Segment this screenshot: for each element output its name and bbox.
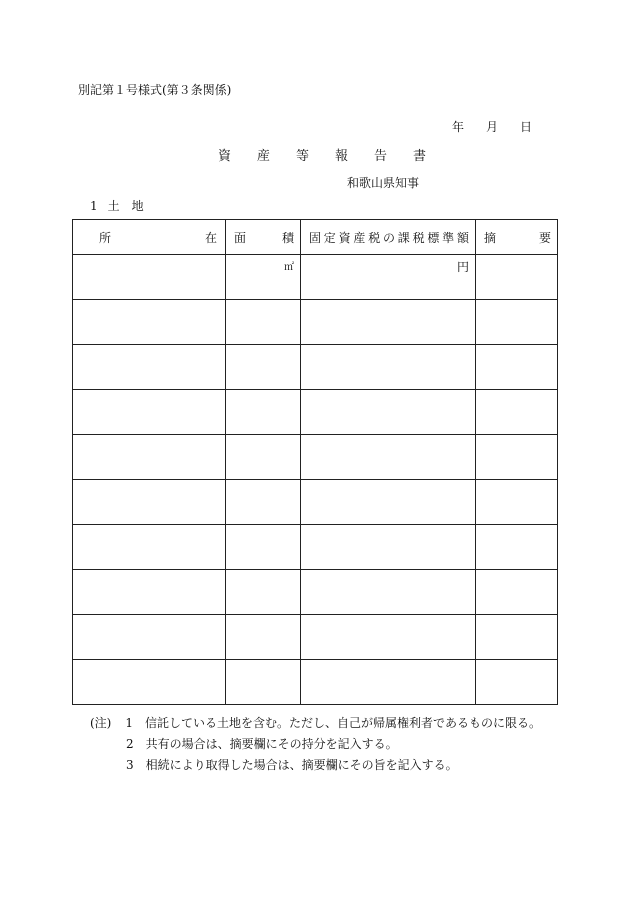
cell-assessed-value[interactable] [301,390,476,435]
table-row [73,300,558,345]
cell-assessed-value[interactable] [301,300,476,345]
form-label: 別記第１号様式(第３条関係) [78,83,232,97]
header-area [226,220,301,255]
cell-remarks[interactable] [476,390,558,435]
cell-remarks[interactable] [476,570,558,615]
cell-remarks[interactable] [476,435,558,480]
table-row [73,255,558,300]
cell-remarks[interactable] [476,525,558,570]
cell-location[interactable] [73,390,226,435]
cell-assessed-value[interactable] [301,570,476,615]
section-number: 1 [90,199,98,213]
cell-area[interactable] [226,570,301,615]
cell-location[interactable] [73,345,226,390]
header-char: 積 [281,230,294,245]
cell-area[interactable] [226,255,301,300]
header-char: 標 [427,230,440,245]
cell-location[interactable] [73,615,226,660]
note-item: 2 共有の場合は、摘要欄にその持分を記入する。 [126,737,398,751]
cell-remarks[interactable] [476,660,558,705]
header-char: 額 [456,230,469,245]
cell-location[interactable] [73,255,226,300]
cell-area[interactable] [226,480,301,525]
cell-location[interactable] [73,435,226,480]
date-day-label: 日 [520,120,533,134]
table-row [73,480,558,525]
table-row [73,390,558,435]
header-char: 固 [309,230,322,245]
date-year-label: 年 [452,120,465,134]
section-label: 土 地 [107,199,144,213]
addressee: 和歌山県知事 [347,176,420,190]
table-row [73,660,558,705]
cell-remarks[interactable] [476,300,558,345]
notes [90,713,541,776]
area-unit: ㎡ [284,262,294,273]
cell-area[interactable] [226,390,301,435]
header-char: 定 [323,230,336,245]
cell-remarks[interactable] [476,255,558,300]
cell-assessed-value[interactable] [301,525,476,570]
cell-remarks[interactable] [476,345,558,390]
cell-area[interactable] [226,525,301,570]
header-char: 資 [338,230,351,245]
table-row [73,570,558,615]
value-unit: 円 [456,260,469,274]
cell-remarks[interactable] [476,615,558,660]
cell-area[interactable] [226,615,301,660]
cell-area[interactable] [226,345,301,390]
page-title: 資産等報告書 [218,149,453,164]
cell-area[interactable] [226,660,301,705]
header-char: の [382,230,395,245]
cell-area[interactable] [226,435,301,480]
header-assessed-value [301,220,476,255]
header-char: 摘 [484,230,497,245]
cell-assessed-value[interactable] [301,435,476,480]
table-row [73,525,558,570]
header-char: 税 [368,230,381,245]
notes-lead: (注) [90,716,112,730]
table-row [73,345,558,390]
header-remarks [476,220,558,255]
cell-assessed-value[interactable] [301,615,476,660]
cell-location[interactable] [73,570,226,615]
land-table [72,219,558,705]
cell-location[interactable] [73,660,226,705]
cell-location[interactable] [73,300,226,345]
table-header-row [73,220,558,255]
header-char: 所 [99,230,112,245]
header-char: 要 [538,230,551,245]
header-char: 在 [204,230,217,245]
note-item: (注) 1 信託している土地を含む。ただし、自己が帰属権利者であるものに限る。 [90,716,542,730]
header-char: 税 [412,230,425,245]
cell-assessed-value[interactable] [301,255,476,300]
header-char: 課 [397,230,410,245]
cell-assessed-value[interactable] [301,480,476,525]
header-char: 面 [234,230,247,245]
cell-location[interactable] [73,480,226,525]
cell-area[interactable] [226,300,301,345]
cell-location[interactable] [73,525,226,570]
note-item: 3 相続により取得した場合は、摘要欄にその旨を記入する。 [126,758,458,772]
header-char: 産 [353,230,366,245]
table-row [73,615,558,660]
table-row [73,435,558,480]
cell-assessed-value[interactable] [301,660,476,705]
section-heading [90,197,144,214]
header-location [73,220,226,255]
date-month-label: 月 [486,120,499,134]
date-line [452,118,532,135]
header-char: 準 [442,230,455,245]
cell-remarks[interactable] [476,480,558,525]
cell-assessed-value[interactable] [301,345,476,390]
